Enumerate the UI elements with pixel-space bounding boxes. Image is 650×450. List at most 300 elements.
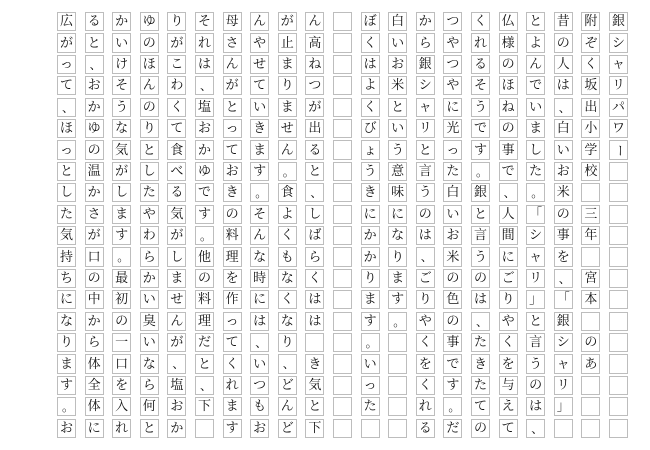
manuscript-cell: ど <box>278 419 297 438</box>
manuscript-cell: 間 <box>499 226 518 245</box>
manuscript-cell <box>609 226 628 245</box>
manuscript-cell: 下 <box>195 397 214 416</box>
manuscript-cell <box>388 376 407 395</box>
manuscript-cell: 仏 <box>499 12 518 31</box>
manuscript-cell: さ <box>223 33 242 52</box>
manuscript-cell: が <box>167 226 186 245</box>
manuscript-cell: な <box>388 226 407 245</box>
manuscript-cell: せ <box>278 119 297 138</box>
manuscript-cell <box>333 312 352 331</box>
manuscript-cell: よ <box>278 205 297 224</box>
manuscript-cell: と <box>305 397 324 416</box>
manuscript-cell: か <box>112 12 131 31</box>
manuscript-cell: れ <box>223 376 242 395</box>
manuscript-cell: い <box>250 98 269 117</box>
manuscript-cell: シ <box>526 226 545 245</box>
manuscript-cell: れ <box>471 33 490 52</box>
manuscript-cell: 臭 <box>140 312 159 331</box>
manuscript-cell <box>609 354 628 373</box>
manuscript-cell: 料 <box>195 290 214 309</box>
manuscript-cell: る <box>85 12 104 31</box>
manuscript-cell: ば <box>305 226 324 245</box>
manuscript-cell: 口 <box>85 247 104 266</box>
manuscript-cell: ゆ <box>140 12 159 31</box>
manuscript-cell: の <box>554 205 573 224</box>
manuscript-cell: ま <box>361 290 380 309</box>
manuscript-cell: 銀 <box>416 55 435 74</box>
manuscript-cell: は <box>471 290 490 309</box>
manuscript-cell: は <box>250 312 269 331</box>
manuscript-cell: 食 <box>278 183 297 202</box>
manuscript-cell: た <box>526 162 545 181</box>
manuscript-cell: お <box>223 162 242 181</box>
manuscript-cell: 塩 <box>167 376 186 395</box>
manuscript-cell: き <box>361 183 380 202</box>
manuscript-cell <box>333 269 352 288</box>
manuscript-cell: を <box>416 354 435 373</box>
manuscript-cell: て <box>167 119 186 138</box>
manuscript-cell: か <box>85 312 104 331</box>
manuscript-cell: と <box>388 98 407 117</box>
manuscript-cell: 、 <box>526 419 545 438</box>
manuscript-cell: 、 <box>305 183 324 202</box>
manuscript-cell: 「 <box>526 205 545 224</box>
manuscript-cell: す <box>388 290 407 309</box>
manuscript-cell: っ <box>223 312 242 331</box>
manuscript-cell: ャ <box>609 55 628 74</box>
manuscript-cell: 宮 <box>581 269 600 288</box>
manuscript-cell: あ <box>581 354 600 373</box>
manuscript-cell: ャ <box>554 354 573 373</box>
manuscript-cell: 。 <box>278 162 297 181</box>
manuscript-cell: 食 <box>167 140 186 159</box>
manuscript-cell: ん <box>305 12 324 31</box>
manuscript-cell: す <box>112 226 131 245</box>
manuscript-cell <box>333 140 352 159</box>
manuscript-cell: 出 <box>581 98 600 117</box>
manuscript-cell: 白 <box>388 12 407 31</box>
manuscript-cell: 言 <box>471 226 490 245</box>
manuscript-cell: が <box>223 76 242 95</box>
manuscript-cell: の <box>471 269 490 288</box>
manuscript-cell: か <box>167 419 186 438</box>
manuscript-cell: 銀 <box>554 312 573 331</box>
manuscript-cell <box>333 12 352 31</box>
manuscript-cell <box>609 376 628 395</box>
manuscript-cell: す <box>250 162 269 181</box>
manuscript-cell <box>333 333 352 352</box>
manuscript-cell: 事 <box>443 333 462 352</box>
manuscript-cell: て <box>223 140 242 159</box>
manuscript-cell: り <box>140 119 159 138</box>
manuscript-cell: の <box>85 269 104 288</box>
manuscript-cell: お <box>85 76 104 95</box>
manuscript-cell: の <box>581 333 600 352</box>
manuscript-cell: ま <box>526 119 545 138</box>
manuscript-cell: び <box>361 119 380 138</box>
manuscript-cell: か <box>85 98 104 117</box>
manuscript-cell: か <box>361 247 380 266</box>
manuscript-cell: の <box>140 98 159 117</box>
manuscript-cell: い <box>361 354 380 373</box>
manuscript-cell: し <box>112 183 131 202</box>
manuscript-cell: り <box>388 247 407 266</box>
manuscript-cell: は <box>554 76 573 95</box>
manuscript-cell: ら <box>85 333 104 352</box>
manuscript-cell: と <box>85 33 104 52</box>
manuscript-cell: 味 <box>388 183 407 202</box>
manuscript-cell: せ <box>250 55 269 74</box>
manuscript-cell: そ <box>195 12 214 31</box>
manuscript-cell: 理 <box>195 312 214 331</box>
manuscript-cell: し <box>167 247 186 266</box>
manuscript-cell: 中 <box>85 290 104 309</box>
manuscript-cell <box>333 55 352 74</box>
manuscript-cell: 」 <box>554 397 573 416</box>
manuscript-cell: 気 <box>167 205 186 224</box>
manuscript-cell: 、 <box>278 354 297 373</box>
manuscript-cell <box>195 419 214 438</box>
manuscript-cell: ャ <box>526 247 545 266</box>
manuscript-cell <box>609 397 628 416</box>
manuscript-cell: ま <box>278 98 297 117</box>
manuscript-cell <box>581 419 600 438</box>
manuscript-cell: だ <box>443 419 462 438</box>
manuscript-cell: 持 <box>57 247 76 266</box>
manuscript-cell: 様 <box>499 33 518 52</box>
manuscript-cell: ワ <box>609 119 628 138</box>
manuscript-cell: 体 <box>85 354 104 373</box>
manuscript-cell: と <box>140 419 159 438</box>
manuscript-cell: れ <box>416 397 435 416</box>
manuscript-cell: ら <box>140 247 159 266</box>
manuscript-cell: よ <box>361 76 380 95</box>
manuscript-cell <box>388 397 407 416</box>
manuscript-cell: ん <box>278 397 297 416</box>
manuscript-cell: は <box>416 226 435 245</box>
manuscript-cell: 温 <box>85 162 104 181</box>
manuscript-cell: や <box>443 76 462 95</box>
manuscript-cell: 最 <box>112 269 131 288</box>
manuscript-cell: だ <box>195 333 214 352</box>
manuscript-cell <box>609 419 628 438</box>
manuscript-cell: で <box>471 119 490 138</box>
manuscript-cell: を <box>499 354 518 373</box>
manuscript-cell: ほ <box>499 76 518 95</box>
manuscript-cell: を <box>112 376 131 395</box>
manuscript-cell: ャ <box>416 98 435 117</box>
manuscript-cell: な <box>250 247 269 266</box>
manuscript-cell <box>333 183 352 202</box>
manuscript-cell: か <box>140 269 159 288</box>
manuscript-cell: お <box>167 397 186 416</box>
manuscript-cell <box>581 376 600 395</box>
manuscript-cell: り <box>278 76 297 95</box>
manuscript-cell: 米 <box>443 247 462 266</box>
manuscript-cell: い <box>388 119 407 138</box>
manuscript-cell: 。 <box>195 226 214 245</box>
manuscript-cell <box>388 419 407 438</box>
manuscript-cell: い <box>250 354 269 373</box>
manuscript-cell <box>333 247 352 266</box>
manuscript-cell: っ <box>361 376 380 395</box>
manuscript-cell: く <box>416 376 435 395</box>
manuscript-cell: と <box>305 162 324 181</box>
manuscript-cell: で <box>443 354 462 373</box>
manuscript-cell: 、 <box>195 376 214 395</box>
manuscript-cell: い <box>140 333 159 352</box>
manuscript-cell: や <box>499 312 518 331</box>
manuscript-cell: 」 <box>526 290 545 309</box>
manuscript-cell: た <box>443 162 462 181</box>
manuscript-cell: く <box>361 33 380 52</box>
manuscript-cell: す <box>195 205 214 224</box>
manuscript-cell <box>388 333 407 352</box>
manuscript-cell: 年 <box>581 226 600 245</box>
manuscript-cell: う <box>112 98 131 117</box>
manuscript-cell: が <box>57 33 76 52</box>
manuscript-cell: 。 <box>361 333 380 352</box>
manuscript-cell: 、 <box>554 269 573 288</box>
manuscript-cell: す <box>471 140 490 159</box>
manuscript-cell: 初 <box>112 290 131 309</box>
manuscript-cell: 言 <box>526 333 545 352</box>
manuscript-cell: た <box>471 376 490 395</box>
manuscript-cell: り <box>167 12 186 31</box>
manuscript-cell: お <box>195 119 214 138</box>
manuscript-cell: ん <box>278 140 297 159</box>
manuscript-cell: な <box>278 312 297 331</box>
manuscript-cell: お <box>554 162 573 181</box>
manuscript-cell: ま <box>278 55 297 74</box>
manuscript-cell: ま <box>223 397 242 416</box>
manuscript-cell: と <box>57 162 76 181</box>
manuscript-cell: わ <box>167 76 186 95</box>
manuscript-cell: の <box>223 205 242 224</box>
manuscript-cell: て <box>471 397 490 416</box>
manuscript-cell: に <box>57 290 76 309</box>
manuscript-cell: シ <box>554 333 573 352</box>
manuscript-cell: や <box>250 33 269 52</box>
manuscript-cell: の <box>195 269 214 288</box>
manuscript-cell: リ <box>526 269 545 288</box>
manuscript-cell: リ <box>609 76 628 95</box>
manuscript-cell: り <box>499 290 518 309</box>
manuscript-cell: や <box>416 312 435 331</box>
manuscript-cell: ら <box>416 33 435 52</box>
manuscript-cell: 。 <box>57 397 76 416</box>
manuscript-cell: 一 <box>112 333 131 352</box>
manuscript-cell: 下 <box>305 419 324 438</box>
manuscript-cell: ち <box>57 269 76 288</box>
manuscript-cell: り <box>416 290 435 309</box>
manuscript-cell: ま <box>112 205 131 224</box>
manuscript-cell: が <box>305 98 324 117</box>
manuscript-cell: 事 <box>554 226 573 245</box>
manuscript-cell: 出 <box>305 119 324 138</box>
manuscript-cell: そ <box>112 76 131 95</box>
manuscript-cell: 気 <box>112 140 131 159</box>
manuscript-cell: お <box>388 55 407 74</box>
manuscript-cell: の <box>526 376 545 395</box>
manuscript-cell: 、 <box>416 247 435 266</box>
manuscript-cell: 昔 <box>554 12 573 31</box>
manuscript-cell: が <box>167 33 186 52</box>
manuscript-cell: た <box>57 205 76 224</box>
manuscript-cell: ん <box>140 76 159 95</box>
manuscript-cell: せ <box>167 290 186 309</box>
manuscript-cell: な <box>57 312 76 331</box>
manuscript-cell: に <box>250 290 269 309</box>
manuscript-cell: 作 <box>223 290 242 309</box>
manuscript-cell: つ <box>443 55 462 74</box>
manuscript-cell: ー <box>609 140 628 159</box>
manuscript-cell: 三 <box>581 205 600 224</box>
manuscript-cell: 口 <box>112 354 131 373</box>
manuscript-cell <box>581 397 600 416</box>
manuscript-cell: う <box>388 140 407 159</box>
manuscript-cell: の <box>499 55 518 74</box>
manuscript-cell: つ <box>305 76 324 95</box>
manuscript-cell: す <box>361 312 380 331</box>
manuscript-cell: て <box>250 76 269 95</box>
manuscript-cell: ね <box>499 98 518 117</box>
manuscript-cell: う <box>471 98 490 117</box>
manuscript-cell: ど <box>278 376 297 395</box>
manuscript-cell: 米 <box>388 76 407 95</box>
manuscript-cell: は <box>305 312 324 331</box>
manuscript-cell: ゆ <box>195 162 214 181</box>
manuscript-cell: 。 <box>443 397 462 416</box>
manuscript-cell: お <box>57 419 76 438</box>
manuscript-cell: 、 <box>167 354 186 373</box>
manuscript-cell: そ <box>471 76 490 95</box>
manuscript-cell: や <box>140 205 159 224</box>
manuscript-cell: は <box>305 290 324 309</box>
manuscript-cell: の <box>499 119 518 138</box>
manuscript-cell: う <box>416 183 435 202</box>
manuscript-cell: た <box>361 397 380 416</box>
manuscript-cell: の <box>443 312 462 331</box>
manuscript-cell: と <box>195 354 214 373</box>
manuscript-cell: ぞ <box>581 33 600 52</box>
manuscript-cell: ま <box>388 269 407 288</box>
manuscript-cell: て <box>499 419 518 438</box>
manuscript-cell: 意 <box>388 162 407 181</box>
manuscript-cell: つ <box>443 12 462 31</box>
manuscript-cell: 理 <box>223 247 242 266</box>
manuscript-cell: 時 <box>250 269 269 288</box>
manuscript-cell: い <box>554 140 573 159</box>
manuscript-cell: 。 <box>526 183 545 202</box>
manuscript-cell: く <box>278 226 297 245</box>
manuscript-cell: い <box>112 33 131 52</box>
manuscript-cell: の <box>140 33 159 52</box>
manuscript-cell: は <box>361 55 380 74</box>
manuscript-cell: た <box>471 333 490 352</box>
manuscript-cell: の <box>112 312 131 331</box>
manuscript-cell: が <box>167 333 186 352</box>
manuscript-cell: い <box>388 33 407 52</box>
manuscript-cell: 何 <box>140 397 159 416</box>
manuscript-cell: お <box>443 226 462 245</box>
manuscript-cell: に <box>388 205 407 224</box>
manuscript-cell: と <box>140 140 159 159</box>
manuscript-cell: 。 <box>388 312 407 331</box>
manuscript-cell: が <box>278 12 297 31</box>
manuscript-cell: で <box>195 183 214 202</box>
manuscript-cell: く <box>581 55 600 74</box>
manuscript-cell: ん <box>250 226 269 245</box>
manuscript-cell <box>333 33 352 52</box>
manuscript-cell: 止 <box>278 33 297 52</box>
manuscript-cell: て <box>57 76 76 95</box>
manuscript-cell: が <box>112 162 131 181</box>
manuscript-cell: き <box>471 354 490 373</box>
manuscript-cell <box>581 312 600 331</box>
manuscript-cell: か <box>361 226 380 245</box>
manuscript-cell: 体 <box>85 397 104 416</box>
manuscript-cell: く <box>305 269 324 288</box>
manuscript-cell: 与 <box>499 376 518 395</box>
manuscript-cell: ぼ <box>361 12 380 31</box>
manuscript-cell: ま <box>167 269 186 288</box>
manuscript-cell <box>333 226 352 245</box>
manuscript-cell: 白 <box>443 183 462 202</box>
manuscript-cell: れ <box>195 33 214 52</box>
manuscript-cell <box>333 119 352 138</box>
manuscript-cell: っ <box>443 140 462 159</box>
manuscript-cell: 人 <box>499 205 518 224</box>
manuscript-cell: は <box>526 397 545 416</box>
manuscript-cell: 銀 <box>609 12 628 31</box>
manuscript-cell: 人 <box>554 55 573 74</box>
manuscript-cell: と <box>526 312 545 331</box>
manuscript-cell: く <box>499 333 518 352</box>
manuscript-cell <box>609 269 628 288</box>
manuscript-cell: 事 <box>499 140 518 159</box>
manuscript-cell: は <box>195 55 214 74</box>
manuscript-cell <box>609 247 628 266</box>
manuscript-cell: く <box>223 354 242 373</box>
manuscript-cell: な <box>112 119 131 138</box>
manuscript-cell: ご <box>416 269 435 288</box>
manuscript-cell: な <box>140 354 159 373</box>
manuscript-cell: し <box>57 183 76 202</box>
manuscript-cell: で <box>499 162 518 181</box>
manuscript-cell: ん <box>526 55 545 74</box>
manuscript-cell: そ <box>250 205 269 224</box>
manuscript-cell: 。 <box>250 183 269 202</box>
manuscript-cell: く <box>416 333 435 352</box>
manuscript-cell <box>333 162 352 181</box>
manuscript-cell: っ <box>223 119 242 138</box>
manuscript-cell: の <box>416 205 435 224</box>
manuscript-cell: 、 <box>195 76 214 95</box>
manuscript-cell: 高 <box>305 33 324 52</box>
manuscript-cell: 塩 <box>195 98 214 117</box>
manuscript-cell <box>581 247 600 266</box>
manuscript-cell: ご <box>499 269 518 288</box>
manuscript-cell <box>333 76 352 95</box>
manuscript-cell: と <box>526 12 545 31</box>
manuscript-cell: の <box>443 269 462 288</box>
manuscript-cell: る <box>416 419 435 438</box>
manuscript-cell: で <box>526 76 545 95</box>
manuscript-cell <box>609 290 628 309</box>
manuscript-cell <box>333 290 352 309</box>
manuscript-cell <box>609 312 628 331</box>
